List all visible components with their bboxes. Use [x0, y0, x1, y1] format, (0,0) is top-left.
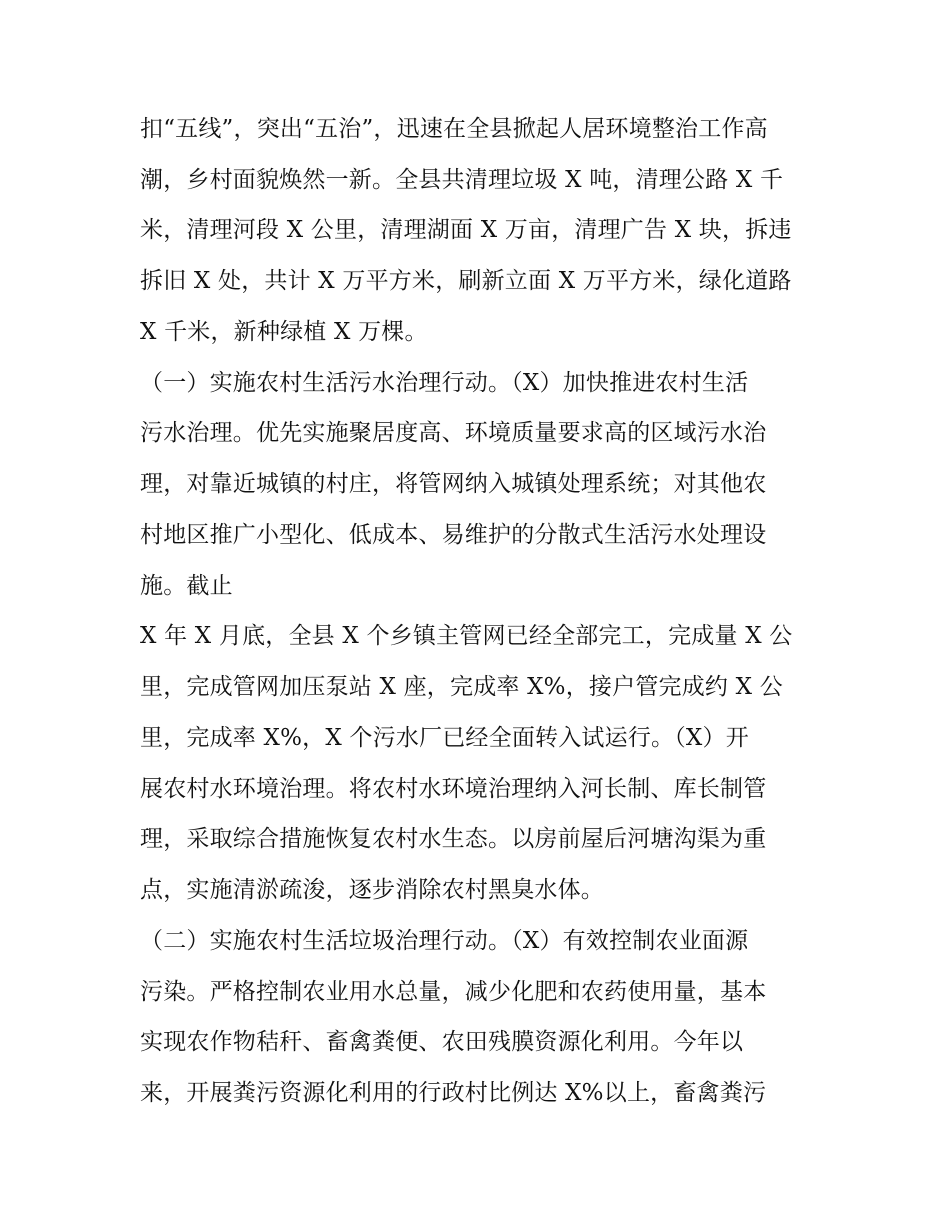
text-line: 理，对靠近城镇的村庄，将管网纳入城镇处理系统；对其他农	[140, 471, 767, 497]
text-line: 来，开展粪污资源化利用的行政村比例达 X%以上，畜禽粪污	[140, 1080, 767, 1106]
text-line: 潮，乡村面貌焕然一新。全县共清理垃圾 X 吨，清理公路 X 千	[140, 167, 784, 193]
text-line: X 千米，新种绿植 X 万棵。	[140, 319, 428, 345]
text-line: 扣“五线”，突出“五治”，迅速在全县掀起人居环境整治工作高	[140, 116, 768, 142]
text-line: 点，实施清淤疏浚，逐步消除农村黑臭水体。	[140, 877, 604, 903]
text-line: 理，采取综合措施恢复农村水生态。以房前屋后河塘沟渠为重	[140, 826, 767, 852]
text-line: 里，完成率 X%，X 个污水厂已经全面转入试运行。（X）开	[140, 725, 749, 751]
section-heading-line: （一）实施农村生活污水治理行动。（X）加快推进农村生活	[140, 370, 749, 396]
text-line: 施。截止	[140, 573, 233, 599]
text-line: 里，完成管网加压泵站 X 座，完成率 X%，接户管完成约 X 公	[140, 674, 783, 700]
text-line: 米，清理河段 X 公里，清理湖面 X 万亩，清理广告 X 块，拆违	[140, 217, 792, 243]
text-line: X 年 X 月底，全县 X 个乡镇主管网已经全部完工，完成量 X 公	[140, 623, 793, 649]
section-heading-line: （二）实施农村生活垃圾治理行动。（X）有效控制农业面源	[140, 928, 749, 954]
text-line: 实现农作物秸秆、畜禽粪便、农田残膜资源化利用。今年以	[140, 1029, 744, 1055]
text-line: 展农村水环境治理。将农村水环境治理纳入河长制、库长制管	[140, 776, 767, 802]
text-line: 污水治理。优先实施聚居度高、环境质量要求高的区域污水治	[140, 420, 767, 446]
text-line: 污染。严格控制农业用水总量，减少化肥和农药使用量，基本	[140, 979, 767, 1005]
text-line: 村地区推广小型化、低成本、易维护的分散式生活污水处理设	[140, 522, 767, 548]
text-line: 拆旧 X 处，共计 X 万平方米，刷新立面 X 万平方米，绿化道路	[140, 268, 792, 294]
